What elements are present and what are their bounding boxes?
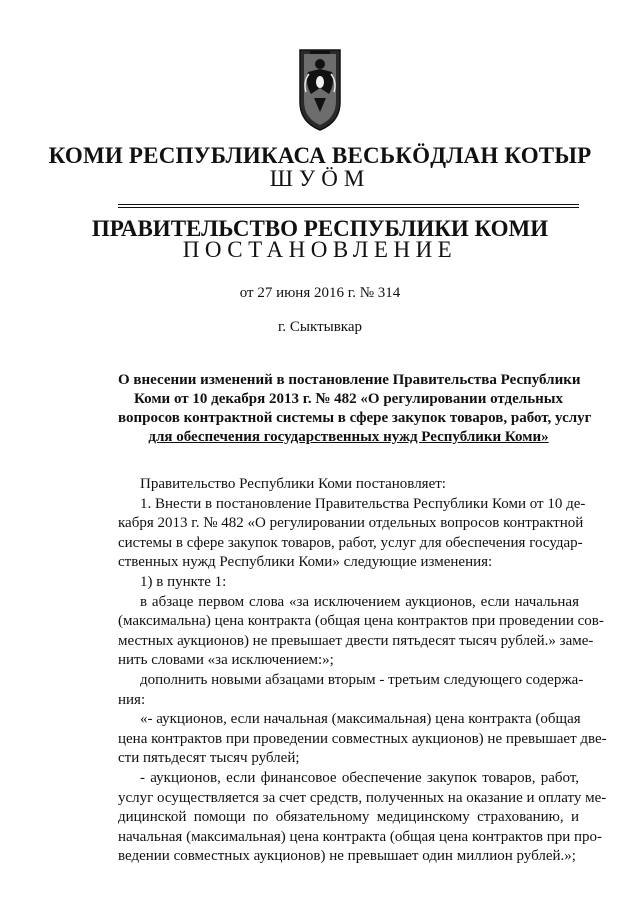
document-type: ПОСТАНОВЛЕНИЕ bbox=[182, 237, 458, 262]
body-line: ственных нужд Республики Коми» следующие изменения: bbox=[118, 554, 493, 571]
coat-of-arms-emblem bbox=[296, 44, 344, 134]
body-line: (максимальна) цена контракта (общая цена контрактов при проведении сов- bbox=[118, 613, 604, 630]
title-line: О внесении изменений в постановление Правительства Республики bbox=[118, 372, 581, 388]
government-title: ПРАВИТЕЛЬСТВО РЕСПУБЛИКИ КОМИ bbox=[91, 216, 549, 241]
body-line: сти пятьдесят тысяч рублей; bbox=[118, 750, 300, 767]
body-line: услуг осуществляется за счет средств, полученных на оказание и оплату ме- bbox=[118, 789, 607, 806]
title-line-underlined: для обеспечения государственных нужд Республики Коми» bbox=[148, 429, 549, 445]
body-line: системы в сфере закупок товаров, работ, услуг для обеспечения государ- bbox=[118, 534, 583, 551]
title-line: Коми от 10 декабря 2013 г. № 482 «О регулировании отдельных bbox=[133, 391, 564, 407]
header-double-rule-top bbox=[118, 204, 579, 205]
header-double-rule-bottom bbox=[118, 207, 579, 208]
title-line: вопросов контрактной системы в сфере закупок товаров, работ, услуг bbox=[118, 410, 592, 426]
body-line: Правительство Республики Коми постановляет: bbox=[140, 476, 446, 492]
body-line: дицинской помощи по обязательному медицинскому страхованию, и bbox=[118, 809, 579, 826]
body-line: местных аукционов) не превышает двести пятьдесят тысяч рублей.» заме- bbox=[118, 632, 594, 649]
body-line: дополнить новыми абзацами вторым - третьим следующего содержа- bbox=[140, 671, 584, 688]
body-line: 1. Внести в постановление Правительства Республики Коми от 10 де- bbox=[140, 495, 586, 512]
komi-authority-title: КОМИ РЕСПУБЛИКАСА ВЕСЬКÖДЛАН КОТЫР bbox=[48, 143, 592, 168]
body-line: ния: bbox=[118, 691, 146, 708]
document-city: г. Сыктывкар bbox=[277, 319, 363, 335]
body-line: кабря 2013 г. № 482 «О регулировании отдельных вопросов контрактной bbox=[118, 515, 584, 532]
body-line: цена контрактов при проведении совместных аукционов) не превышает две- bbox=[118, 730, 607, 747]
body-line: в абзаце первом слова «за исключением аукционов, если начальная bbox=[140, 593, 579, 610]
body-line: 1) в пункте 1: bbox=[140, 573, 227, 590]
body-line: - аукционов, если финансовое обеспечение закупок товаров, работ, bbox=[140, 769, 579, 786]
resolution-body bbox=[118, 475, 607, 867]
resolution-title bbox=[118, 371, 592, 447]
body-line: «- аукционов, если начальная (максимальная) цена контракта (общая bbox=[140, 711, 581, 728]
body-line: ведении совместных аукционов) не превышает один миллион рублей.»; bbox=[118, 848, 576, 865]
document-date-number: от 27 июня 2016 г. № 314 bbox=[239, 285, 401, 301]
body-line: начальная (максимальная) цена контракта (общая цена контрактов при про- bbox=[118, 828, 603, 845]
komi-document-type: ШУÖМ bbox=[269, 166, 371, 191]
body-line: нить словами «за исключением:»; bbox=[118, 652, 334, 669]
